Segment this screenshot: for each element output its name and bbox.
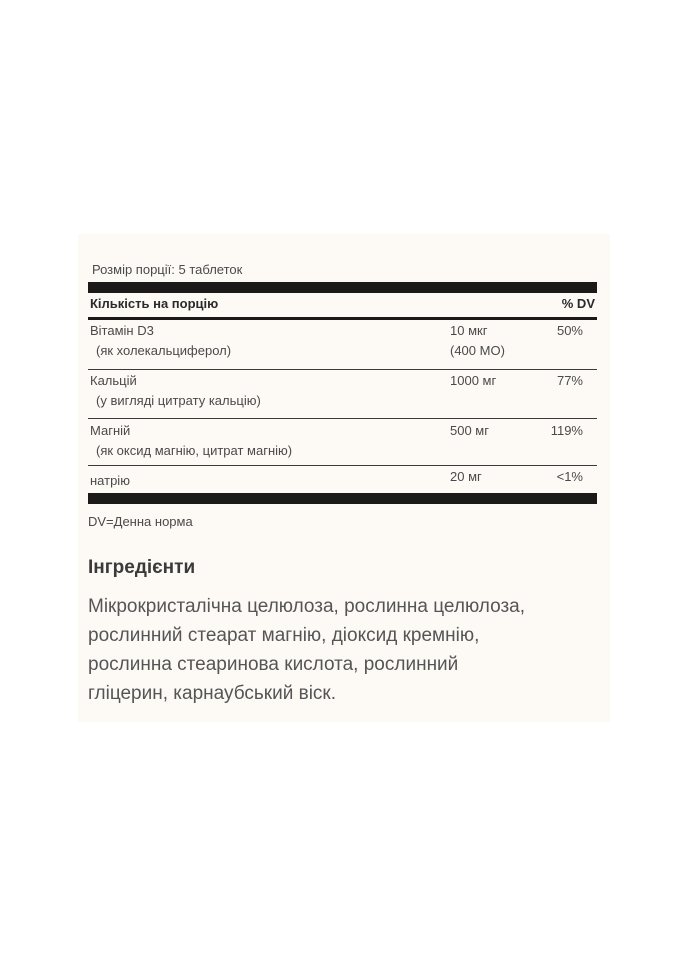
- nutrient-dv: 50%: [556, 323, 583, 338]
- table-row-magnesium: [88, 420, 597, 464]
- row-divider: [88, 418, 597, 419]
- table-header: [88, 295, 597, 315]
- ingredients-line: рослинна стеаринова кислота, рослинний: [88, 654, 459, 675]
- nutrient-dv: <1%: [556, 469, 583, 484]
- table-row-sodium: [88, 466, 597, 490]
- dv-footnote: DV=Денна норма: [88, 514, 193, 529]
- nutrient-amount: 500 мг: [450, 423, 489, 438]
- nutrient-name: Магній: [90, 423, 131, 438]
- ingredients-line: гліцерин, карнаубський віск.: [88, 683, 337, 704]
- dv-header-label: % DV: [561, 296, 595, 311]
- nutrient-name: Кальцій: [90, 373, 137, 388]
- amount-per-serving-label: Кількість на порцію: [90, 296, 219, 311]
- table-row-calcium: [88, 370, 597, 418]
- nutrient-detail: (як холекальциферол): [96, 343, 232, 358]
- table-row-vitamin-d3: [88, 320, 597, 368]
- nutrient-name: Вітамін D3: [90, 323, 154, 338]
- nutrient-name: натрію: [90, 473, 130, 488]
- ingredients-title: Інгредієнти: [88, 557, 196, 578]
- top-thick-divider: [88, 282, 597, 293]
- bottom-thick-divider: [88, 493, 597, 504]
- ingredients-line: Мікрокристалічна целюлоза, рослинна целюлоза,: [88, 596, 525, 617]
- nutrient-amount: 20 мг: [450, 469, 482, 484]
- nutrient-amount-extra: (400 МО): [450, 343, 505, 358]
- ingredients-text: [88, 592, 608, 708]
- nutrient-dv: 77%: [556, 373, 583, 388]
- nutrient-amount: 1000 мг: [450, 373, 497, 388]
- nutrient-dv: 119%: [550, 423, 583, 438]
- ingredients-line: рослинний стеарат магнію, діоксид кремнію,: [88, 625, 480, 646]
- nutrient-detail: (як оксид магнію, цитрат магнію): [96, 443, 293, 458]
- nutrient-amount: 10 мкг: [450, 323, 488, 338]
- nutrient-detail: (у вигляді цитрату кальцію): [96, 393, 261, 408]
- serving-size: Розмір порції: 5 таблеток: [92, 262, 243, 277]
